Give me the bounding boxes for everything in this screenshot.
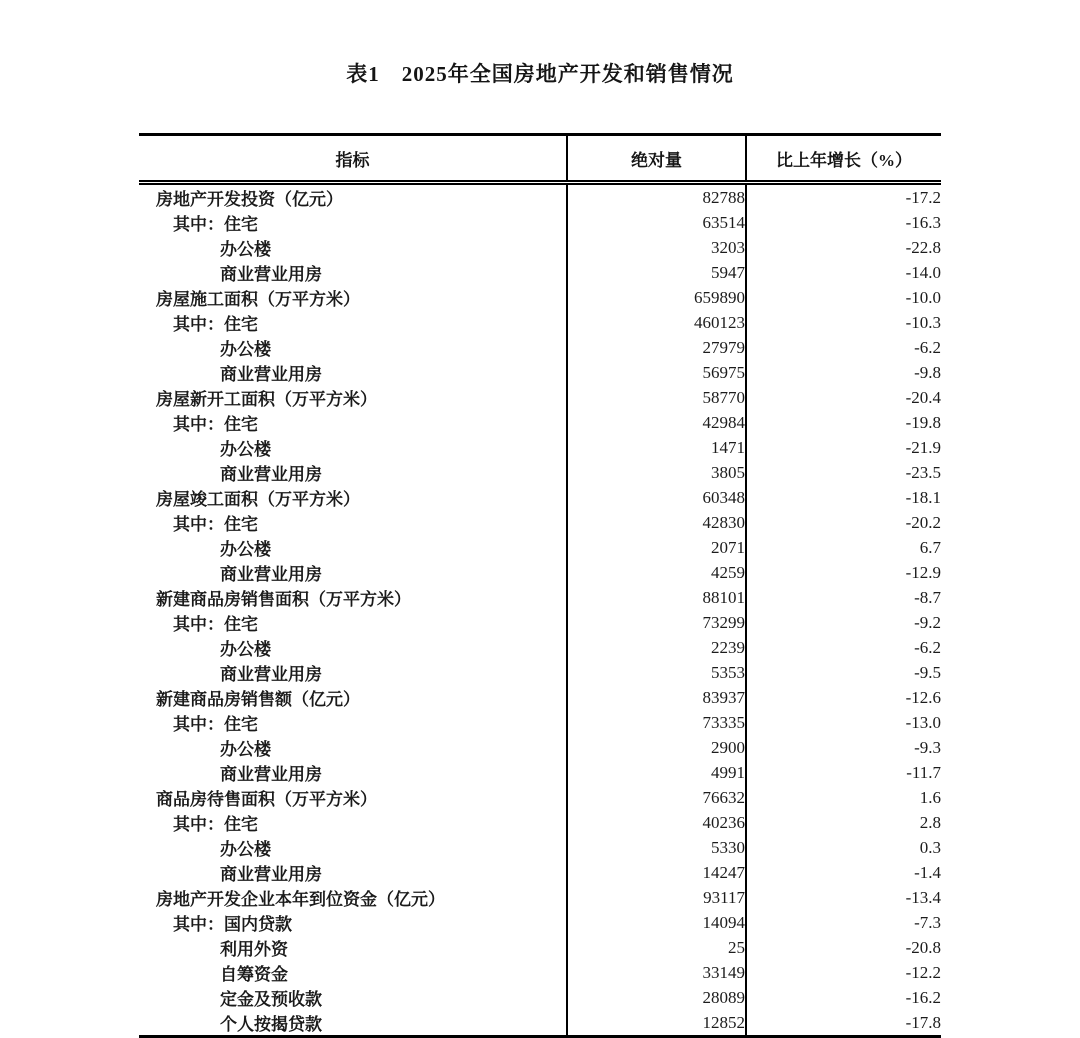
row-absolute-value: 42984: [567, 410, 746, 435]
row-growth-value: -22.8: [746, 235, 941, 260]
table-header-row: [139, 135, 941, 183]
row-growth-value: -16.2: [746, 985, 941, 1010]
row-indicator-label: 办公楼: [220, 540, 271, 559]
header-growth-over-previous-year: 比上年增长（%）: [746, 135, 941, 183]
table-row: [139, 535, 941, 560]
row-absolute-value: 460123: [567, 310, 746, 335]
row-indicator-label: 办公楼: [220, 840, 271, 859]
table-row: [139, 910, 941, 935]
table-row: [139, 235, 941, 260]
row-growth-value: 0.3: [746, 835, 941, 860]
table-row: [139, 760, 941, 785]
row-absolute-value: 14247: [567, 860, 746, 885]
row-absolute-value: 82788: [567, 183, 746, 211]
row-growth-value: -13.0: [746, 710, 941, 735]
row-growth-value: -20.2: [746, 510, 941, 535]
row-indicator-label: 房屋施工面积（万平方米）: [156, 290, 360, 309]
row-growth-value: -9.5: [746, 660, 941, 685]
row-absolute-value: 93117: [567, 885, 746, 910]
row-growth-value: -8.7: [746, 585, 941, 610]
row-growth-value: -19.8: [746, 410, 941, 435]
row-absolute-value: 3805: [567, 460, 746, 485]
row-indicator-label: 办公楼: [220, 240, 271, 259]
table-row: [139, 310, 941, 335]
row-indicator-label: 商业营业用房: [220, 665, 322, 684]
table-row: [139, 510, 941, 535]
row-growth-value: -23.5: [746, 460, 941, 485]
row-growth-value: -6.2: [746, 335, 941, 360]
table-row: [139, 410, 941, 435]
row-growth-value: -1.4: [746, 860, 941, 885]
row-indicator-label: 其中：住宅: [173, 815, 258, 834]
table-row: [139, 885, 941, 910]
row-indicator-label: 其中：国内贷款: [173, 915, 292, 934]
table-row: [139, 660, 941, 685]
table-row: [139, 260, 941, 285]
row-indicator-label: 办公楼: [220, 340, 271, 359]
page-title: 表1 2025年全国房地产开发和销售情况: [346, 62, 734, 86]
table-row: [139, 860, 941, 885]
table-row: [139, 635, 941, 660]
row-absolute-value: 3203: [567, 235, 746, 260]
row-absolute-value: 4259: [567, 560, 746, 585]
table-row: [139, 710, 941, 735]
row-growth-value: -16.3: [746, 210, 941, 235]
row-indicator-label: 商业营业用房: [220, 265, 322, 284]
row-absolute-value: 659890: [567, 285, 746, 310]
row-growth-value: -12.6: [746, 685, 941, 710]
row-indicator-label: 办公楼: [220, 640, 271, 659]
row-indicator-label: 办公楼: [220, 740, 271, 759]
table-row: [139, 210, 941, 235]
row-growth-value: -17.8: [746, 1010, 941, 1037]
row-growth-value: -18.1: [746, 485, 941, 510]
row-indicator-label: 其中：住宅: [173, 715, 258, 734]
table-row: [139, 735, 941, 760]
row-indicator-label: 商品房待售面积（万平方米）: [156, 790, 377, 809]
row-growth-value: -9.8: [746, 360, 941, 385]
header-absolute-amount: 绝对量: [567, 135, 746, 183]
row-growth-value: -12.2: [746, 960, 941, 985]
row-absolute-value: 88101: [567, 585, 746, 610]
row-indicator-label: 其中：住宅: [173, 615, 258, 634]
table-row: [139, 435, 941, 460]
row-growth-value: -9.2: [746, 610, 941, 635]
row-absolute-value: 27979: [567, 335, 746, 360]
row-growth-value: 1.6: [746, 785, 941, 810]
row-indicator-label: 利用外资: [220, 940, 288, 959]
table-row: [139, 335, 941, 360]
row-indicator-label: 商业营业用房: [220, 765, 322, 784]
table-row: [139, 1010, 941, 1037]
row-absolute-value: 1471: [567, 435, 746, 460]
table-row: [139, 835, 941, 860]
row-indicator-label: 房地产开发企业本年到位资金（亿元）: [156, 890, 445, 909]
row-absolute-value: 83937: [567, 685, 746, 710]
table-row: [139, 810, 941, 835]
row-growth-value: 6.7: [746, 535, 941, 560]
row-absolute-value: 76632: [567, 785, 746, 810]
row-absolute-value: 40236: [567, 810, 746, 835]
row-growth-value: 2.8: [746, 810, 941, 835]
table-row: [139, 935, 941, 960]
row-indicator-label: 商业营业用房: [220, 865, 322, 884]
row-absolute-value: 60348: [567, 485, 746, 510]
row-absolute-value: 56975: [567, 360, 746, 385]
row-growth-value: -10.0: [746, 285, 941, 310]
statistics-table: [139, 133, 941, 1038]
row-growth-value: -6.2: [746, 635, 941, 660]
row-absolute-value: 5947: [567, 260, 746, 285]
row-absolute-value: 28089: [567, 985, 746, 1010]
row-growth-value: -7.3: [746, 910, 941, 935]
row-indicator-label: 其中：住宅: [173, 415, 258, 434]
row-absolute-value: 5353: [567, 660, 746, 685]
row-absolute-value: 63514: [567, 210, 746, 235]
row-absolute-value: 5330: [567, 835, 746, 860]
table-row: [139, 360, 941, 385]
row-absolute-value: 73335: [567, 710, 746, 735]
table-row: [139, 183, 941, 211]
row-absolute-value: 4991: [567, 760, 746, 785]
row-indicator-label: 自筹资金: [220, 965, 288, 984]
table-row: [139, 610, 941, 635]
table-row: [139, 785, 941, 810]
row-growth-value: -11.7: [746, 760, 941, 785]
row-absolute-value: 42830: [567, 510, 746, 535]
row-indicator-label: 个人按揭贷款: [220, 1015, 322, 1034]
row-indicator-label: 房地产开发投资（亿元）: [156, 190, 343, 209]
row-absolute-value: 2239: [567, 635, 746, 660]
row-indicator-label: 商业营业用房: [220, 465, 322, 484]
row-growth-value: -10.3: [746, 310, 941, 335]
row-growth-value: -13.4: [746, 885, 941, 910]
row-indicator-label: 新建商品房销售额（亿元）: [156, 690, 360, 709]
row-absolute-value: 14094: [567, 910, 746, 935]
table-row: [139, 485, 941, 510]
row-growth-value: -14.0: [746, 260, 941, 285]
table-body: [139, 183, 941, 1037]
row-absolute-value: 73299: [567, 610, 746, 635]
table-row: [139, 560, 941, 585]
table-row: [139, 585, 941, 610]
row-absolute-value: 2071: [567, 535, 746, 560]
row-indicator-label: 商业营业用房: [220, 365, 322, 384]
row-indicator-label: 房屋新开工面积（万平方米）: [156, 390, 377, 409]
row-growth-value: -21.9: [746, 435, 941, 460]
header-indicator: 指标: [139, 135, 567, 183]
row-growth-value: -9.3: [746, 735, 941, 760]
row-absolute-value: 33149: [567, 960, 746, 985]
table-row: [139, 460, 941, 485]
row-indicator-label: 定金及预收款: [220, 990, 322, 1009]
row-indicator-label: 商业营业用房: [220, 565, 322, 584]
row-absolute-value: 25: [567, 935, 746, 960]
row-indicator-label: 新建商品房销售面积（万平方米）: [156, 590, 411, 609]
row-absolute-value: 2900: [567, 735, 746, 760]
row-indicator-label: 房屋竣工面积（万平方米）: [156, 490, 360, 509]
row-indicator-label: 其中：住宅: [173, 315, 258, 334]
table-header: [139, 135, 941, 183]
statistics-table-container: [139, 133, 941, 1038]
row-indicator-label: 办公楼: [220, 440, 271, 459]
table-row: [139, 285, 941, 310]
row-growth-value: -20.8: [746, 935, 941, 960]
row-growth-value: -17.2: [746, 183, 941, 211]
row-absolute-value: 12852: [567, 1010, 746, 1037]
row-growth-value: -12.9: [746, 560, 941, 585]
row-indicator-label: 其中：住宅: [173, 515, 258, 534]
table-row: [139, 960, 941, 985]
table-row: [139, 385, 941, 410]
row-indicator-label: 其中：住宅: [173, 215, 258, 234]
table-row: [139, 985, 941, 1010]
row-growth-value: -20.4: [746, 385, 941, 410]
row-absolute-value: 58770: [567, 385, 746, 410]
table-row: [139, 685, 941, 710]
